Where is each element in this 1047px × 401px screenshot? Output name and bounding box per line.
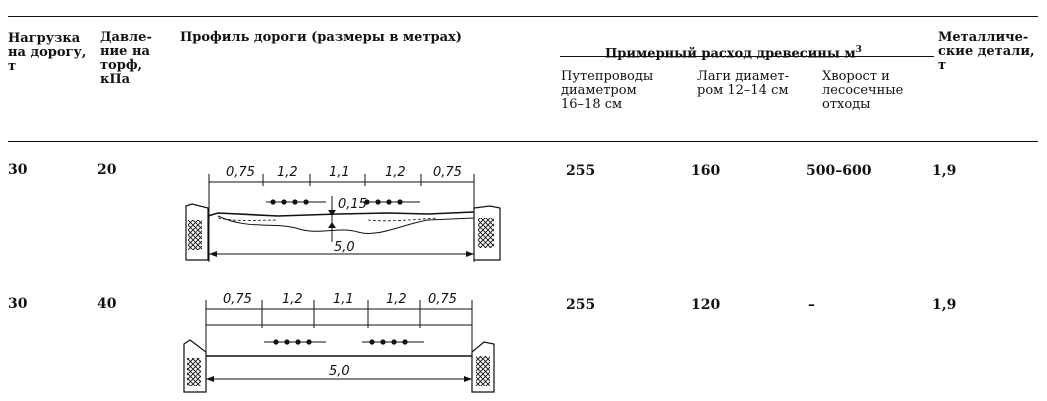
dim-2-3: 1,1 bbox=[333, 292, 354, 307]
row2-pressure: 40 bbox=[97, 296, 117, 312]
row2-pipes: 255 bbox=[566, 297, 596, 313]
profile-diagram-2 bbox=[178, 284, 518, 400]
profile-diagram-1 bbox=[178, 150, 518, 268]
row1-brushwood: 500–600 bbox=[806, 163, 872, 179]
header-pipes: Путепроводы диаметром 16–18 см bbox=[561, 69, 654, 112]
width-1: 5,0 bbox=[334, 240, 355, 255]
header-brushwood: Хворост и лесосечные отходы bbox=[822, 69, 904, 112]
dim-2-5: 0,75 bbox=[428, 292, 457, 307]
header-wood-group bbox=[605, 29, 862, 61]
row1-metal: 1,9 bbox=[932, 163, 957, 179]
width-2: 5,0 bbox=[329, 364, 350, 379]
depth-1: 0,15 bbox=[338, 197, 367, 212]
row2-load: 30 bbox=[8, 296, 28, 312]
row2-brushwood: – bbox=[808, 297, 815, 313]
dim-1-4: 1,2 bbox=[385, 165, 406, 180]
header-profile: Профиль дороги (размеры в метрах) bbox=[180, 30, 462, 45]
row2-lags: 120 bbox=[691, 297, 721, 313]
row1-lags: 160 bbox=[691, 163, 721, 179]
row1-pressure: 20 bbox=[97, 162, 117, 178]
dim-1-3: 1,1 bbox=[329, 165, 350, 180]
header-bottom-rule bbox=[8, 141, 1038, 142]
dim-2-4: 1,2 bbox=[386, 292, 407, 307]
dim-1-1: 0,75 bbox=[226, 165, 255, 180]
row1-pipes: 255 bbox=[566, 163, 596, 179]
dim-1-5: 0,75 bbox=[433, 165, 462, 180]
row2-metal: 1,9 bbox=[932, 297, 957, 313]
header-wood-group-label: Примерный расход древесины м bbox=[605, 46, 856, 62]
table-top-rule bbox=[8, 16, 1038, 17]
header-wood-group-sup: 3 bbox=[855, 45, 862, 55]
header-pressure: Давле- ние на торф, кПа bbox=[100, 30, 152, 87]
row1-load: 30 bbox=[8, 162, 28, 178]
dim-1-2: 1,2 bbox=[277, 165, 298, 180]
header-metal: Металличе- ские детали, т bbox=[938, 30, 1035, 73]
header-lags: Лаги диамет- ром 12–14 см bbox=[697, 69, 790, 98]
dim-2-1: 0,75 bbox=[223, 292, 252, 307]
dim-2-2: 1,2 bbox=[282, 292, 303, 307]
header-load: Нагрузка на дорогу, т bbox=[8, 31, 87, 74]
